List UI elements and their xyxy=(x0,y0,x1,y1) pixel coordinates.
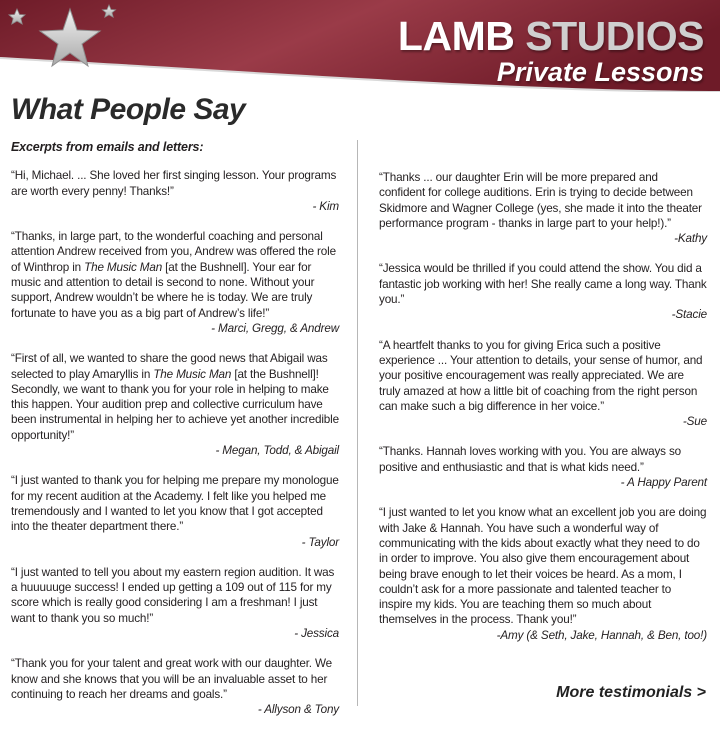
excerpts-heading: Excerpts from emails and letters: xyxy=(11,140,204,154)
testimonial-quote: “I just wanted to tell you about my eastern region audition. It was a huuuuuge success! I ended up getting a 109 out of 115 for my score which is really good considering I am a freshman! I just want to thank you so much!” xyxy=(11,565,335,625)
brand-first-word: LAMB xyxy=(397,13,515,59)
testimonial-author: - A Happy Parent xyxy=(620,476,707,490)
testimonial-quote: “Thank you for your talent and great work with our daughter. We know and she knows that you will be an invaluable asset to her continuing to reach her dreams and goals.” xyxy=(11,657,333,701)
testimonial-quote: “I just wanted to let you know what an excellent job you are doing with Jake & Hannah. You have such a wonderful way of communicating with the kids about exactly what they need to do in order to improve. You also give them encouragement about being brave enough to let their voices be heard. As a mom, I couldn’t ask for a more passionate and talented teacher to inspire my kids. You are teaching them so much about themselves in the process. Thank you!” xyxy=(379,506,707,627)
testimonial-author: - Taylor xyxy=(301,535,339,549)
testimonial-quote: “First of all, we wanted to share the good news that Abigail was selected to play Amaryllis in The Music Man [at the Bushnell]! Secondly, we want to thank you for your role in helping to make this happen. Your audition prep and collective curriculum have been instrumental in helping her to achieve yet another incredible opportunity!” xyxy=(11,352,339,442)
testimonial-author: - Jessica xyxy=(294,627,339,641)
testimonial-quote: “Thanks, in large part, to the wonderful coaching and personal attention Andrew received from you, Andrew was offered the role of Winthrop in The Music Man [at the Bushnell]. Your ear for music and attention to detail is second to none. Without your support, Andrew wouldn’t be where he is today. We are truly fortunate to have you as a big part of Andrew’s life!” xyxy=(11,230,336,320)
testimonial-author: - Kim xyxy=(312,199,339,213)
testimonial-author: -Amy (& Seth, Jake, Hannah, & Ben, too!) xyxy=(496,628,707,642)
brand-second-word: STUDIOS xyxy=(525,13,704,59)
testimonial-quote: “I just wanted to thank you for helping me prepare my monologue for my recent audition at the Academy. I felt like you helped me tremendously and I wanted to let you know that I got accepted into the theater department there.” xyxy=(11,474,339,534)
testimonial-author: -Stacie xyxy=(671,308,707,322)
testimonial-author: - Allyson & Tony xyxy=(257,703,339,717)
brand-subtitle: Private Lessons xyxy=(496,57,704,87)
testimonial-author: - Megan, Todd, & Abigail xyxy=(215,444,339,458)
testimonial-author: -Sue xyxy=(682,415,707,429)
testimonial-quote: “Thanks ... our daughter Erin will be more prepared and confident for college auditions. Erin is trying to decide between Skidmore and Wagner College (yes, she made it into the theater performance program - thanks in large part to your help!).” xyxy=(379,171,702,230)
testimonial-quote: “Thanks. Hannah loves working with you. You are always so positive and enthusiastic and that is what kids need.” xyxy=(379,445,681,474)
right-testimonials-column xyxy=(379,170,707,658)
brand-logo xyxy=(398,14,704,58)
column-divider xyxy=(357,140,358,706)
more-testimonials-link[interactable]: More testimonials > xyxy=(556,684,706,701)
page-title: What People Say xyxy=(11,93,246,126)
left-testimonials-column xyxy=(11,140,339,733)
testimonial-author: - Marci, Gregg, & Andrew xyxy=(211,321,339,335)
testimonial-author: -Kathy xyxy=(674,232,707,246)
testimonial-quote: “Hi, Michael. ... She loved her first singing lesson. Your programs are worth every penny! Thanks!” xyxy=(11,169,337,198)
testimonial-quote: “A heartfelt thanks to you for giving Erica such a positive experience ... Your attention to details, your sense of humor, and your positive encouragement was really appreciated. We are truly amazed at how a little bit of coaching from the right person can make such a big difference in her voice.” xyxy=(379,338,703,413)
header-banner xyxy=(0,0,720,92)
testimonial-quote: “Jessica would be thrilled if you could attend the show. You did a fantastic job working with her! She really came a long way. Thank you.” xyxy=(379,262,707,307)
